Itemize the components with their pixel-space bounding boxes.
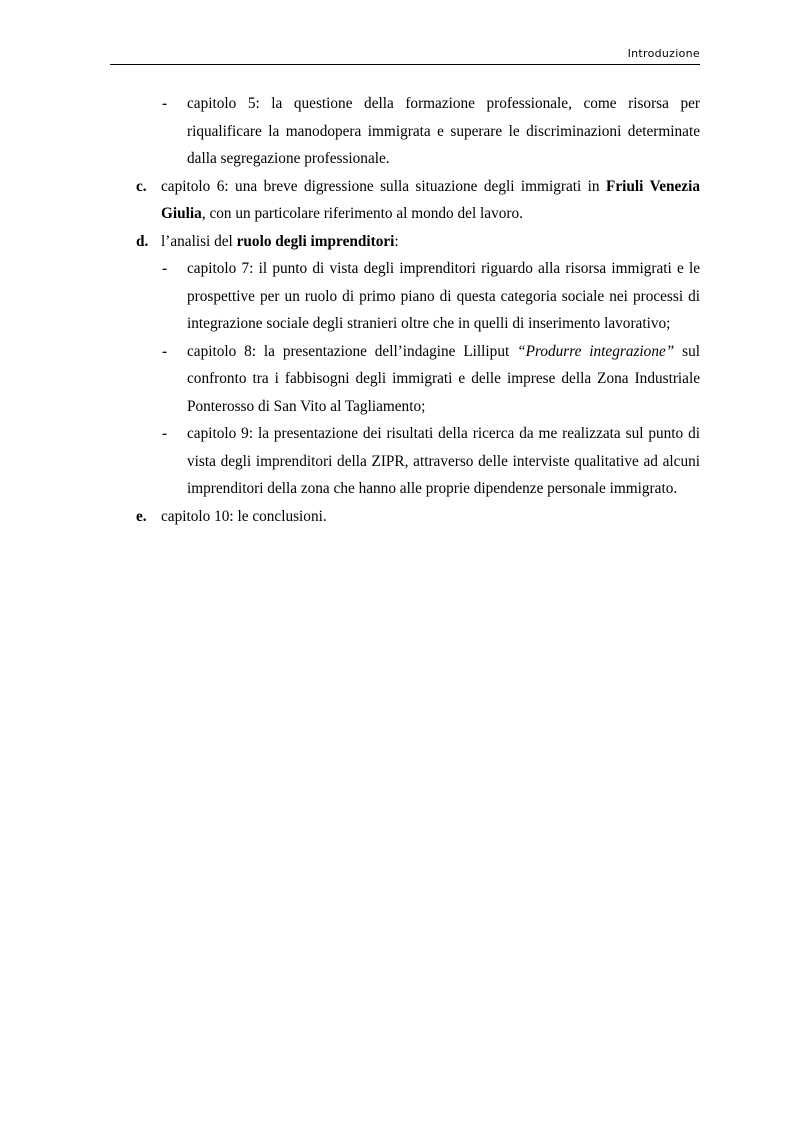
list-bullet: - xyxy=(162,342,168,360)
text-run: capitolo 6: una breve digressione sulla situazione degli immigrati in xyxy=(161,177,607,195)
list-item-text xyxy=(161,228,700,256)
list-item-text xyxy=(187,338,700,421)
list-item-text xyxy=(161,173,700,228)
page-header xyxy=(110,44,700,65)
list-item-d xyxy=(0,228,793,256)
list-item-chapter-5 xyxy=(0,90,793,173)
list-item-e xyxy=(0,503,793,531)
list-bullet: - xyxy=(162,260,168,277)
bold-run: ruolo degli imprenditori xyxy=(236,232,395,250)
list-item-text: capitolo 10: le conclusioni. xyxy=(161,507,327,525)
list-bullet: - xyxy=(162,425,168,442)
bold-run: Friuli Venezia Giulia xyxy=(161,177,700,222)
list-letter: c. xyxy=(136,177,147,195)
text-run: , con un particolare riferimento al mondo del lavoro. xyxy=(201,205,523,222)
header-title: Introduzione xyxy=(627,47,700,60)
list-item-text: capitolo 5: la questione della formazione professionale, come risorsa per riqualificare la manodopera immigrata e superare le discriminazioni determinate dalla segregazione professionale. xyxy=(187,95,700,167)
list-item-chapter-8 xyxy=(0,338,793,421)
italic-run: “Produrre integrazione” xyxy=(517,342,675,360)
list-item-chapter-9 xyxy=(0,420,793,503)
list-bullet: - xyxy=(162,95,168,112)
document-body xyxy=(0,90,793,530)
text-run: l’analisi del xyxy=(161,232,237,250)
list-item-c xyxy=(0,173,793,228)
list-item-chapter-7 xyxy=(0,255,793,338)
text-run: : xyxy=(394,232,399,250)
list-item-text: capitolo 9: la presentazione dei risultati della ricerca da me realizzata sul punto di vista degli imprenditori della ZIPR, attraverso delle interviste qualitative ad alcuni imprenditori della zona che hanno alle proprie dipendenze personale immigrato. xyxy=(187,425,700,497)
text-run: sul confronto tra i fabbisogni degli immigrati e delle imprese della Zona Industriale Ponterosso di San Vito al Tagliamento; xyxy=(187,342,700,415)
list-letter: e. xyxy=(136,507,147,525)
text-run: capitolo 8: la presentazione dell’indagine Lilliput xyxy=(187,342,518,360)
list-item-text: capitolo 7: il punto di vista degli imprenditori riguardo alla risorsa immigrati e le prospettive per un ruolo di primo piano di questa categoria sociale nei processi di integrazione sociale degli stranieri oltre che in quelli di inserimento lavorativo; xyxy=(187,260,700,332)
list-letter: d. xyxy=(136,232,149,250)
